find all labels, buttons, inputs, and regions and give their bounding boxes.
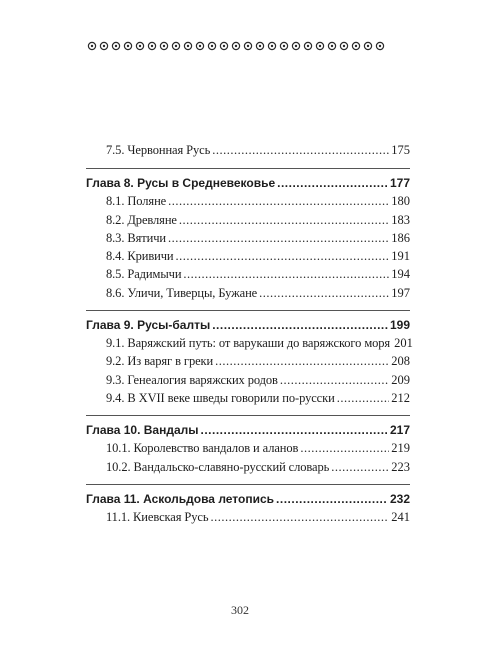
- toc-entry-page: 201: [394, 336, 413, 351]
- toc-entry[interactable]: [86, 229, 410, 247]
- chapter-page: 232: [389, 491, 410, 506]
- dot-leader: [176, 247, 390, 265]
- chapter-page: 177: [389, 176, 410, 191]
- dot-leader: [168, 229, 389, 247]
- toc-entry-page: 180: [391, 194, 410, 209]
- chapter-title: Глава 9. Русы-балты: [86, 318, 211, 333]
- dot-leader: [277, 174, 388, 192]
- toc-entry[interactable]: [86, 371, 410, 389]
- toc-entry-label: 8.2. Древляне: [106, 212, 177, 227]
- toc-entry-page: 183: [391, 212, 410, 227]
- toc-entry-page: 212: [391, 390, 410, 405]
- section-divider: [86, 168, 410, 169]
- toc-entry-label: 8.1. Поляне: [106, 194, 167, 209]
- toc-entry-label: 11.1. Киевская Русь: [106, 509, 209, 524]
- toc-entry-label: 9.2. Из варяг в греки: [106, 354, 214, 369]
- toc-entry-page: 175: [391, 143, 410, 157]
- toc-entry-label: 10.2. Вандальско-славяно-русский словарь: [106, 459, 330, 474]
- dot-leader: [212, 141, 389, 159]
- dot-leader: [168, 192, 389, 210]
- chapter-page: 199: [389, 318, 410, 333]
- toc-entry[interactable]: [86, 458, 410, 476]
- dot-leader: [280, 371, 389, 389]
- toc-entry[interactable]: [86, 439, 410, 457]
- dot-leader: [215, 352, 389, 370]
- toc-entry[interactable]: [86, 352, 410, 370]
- toc-entry[interactable]: [86, 265, 410, 283]
- toc-entry-page: 197: [391, 285, 410, 300]
- toc-entry-page: 208: [391, 354, 410, 369]
- toc-entry[interactable]: [86, 247, 410, 265]
- toc-entry[interactable]: [86, 192, 410, 210]
- dot-leader: [183, 265, 389, 283]
- toc-entry-label: 9.4. В XVII веке шведы говорили по-русски: [106, 390, 335, 405]
- toc-entry-page: 194: [391, 267, 410, 282]
- dot-leader: [337, 389, 390, 407]
- section-divider: [86, 484, 410, 485]
- toc-entry[interactable]: [86, 334, 413, 352]
- toc-entry-page: 191: [391, 249, 410, 264]
- toc-entry-label: 8.6. Уличи, Тиверцы, Бужане: [106, 285, 258, 300]
- dot-leader: [300, 439, 389, 457]
- chapter-heading[interactable]: [86, 490, 410, 508]
- toc-entry[interactable]: [86, 508, 410, 526]
- toc-entry-page: 241: [391, 509, 410, 524]
- chapter-page: 217: [389, 423, 410, 438]
- dot-leader: [331, 458, 389, 476]
- chapter-heading[interactable]: [86, 174, 410, 192]
- toc-entry-page: 219: [391, 441, 410, 456]
- toc-entry-page: 223: [391, 459, 410, 474]
- toc-entry-label: 9.3. Генеалогия варяжских родов: [106, 372, 278, 387]
- toc-entry-label: 8.5. Радимычи: [106, 267, 182, 282]
- dot-leader: [201, 421, 388, 439]
- toc-entry-page: 186: [391, 230, 410, 245]
- toc-entry[interactable]: [86, 211, 410, 229]
- dot-leader: [210, 508, 389, 526]
- toc-entry-label: 8.4. Кривичи: [106, 249, 174, 264]
- dot-leader: [179, 211, 389, 229]
- chapter-title: Глава 8. Русы в Средневековье: [86, 176, 276, 191]
- toc-entry[interactable]: [86, 389, 410, 407]
- section-divider: [86, 310, 410, 311]
- chapter-title: Глава 11. Аскольдова летопись: [86, 491, 275, 506]
- toc-entry-label: 7.5. Червонная Русь: [106, 143, 211, 157]
- toc-entry-page: 209: [391, 372, 410, 387]
- chapter-title: Глава 10. Вандалы: [86, 423, 199, 438]
- toc-entry[interactable]: [86, 141, 410, 159]
- toc-entry-label: 10.1. Королевство вандалов и аланов: [106, 441, 299, 456]
- page-number: 302: [231, 603, 249, 617]
- chapter-heading[interactable]: [86, 316, 410, 334]
- toc-entry[interactable]: [86, 284, 410, 302]
- toc-entry-label: 9.1. Варяжский путь: от варукаши до варяжского моря: [106, 336, 391, 351]
- table-of-contents: [86, 141, 413, 526]
- toc-entry-label: 8.3. Вятичи: [106, 230, 166, 245]
- decorative-border-ornament: [86, 39, 394, 51]
- dot-leader: [212, 316, 388, 334]
- chapter-heading[interactable]: [86, 421, 410, 439]
- dot-leader: [276, 490, 388, 508]
- dot-leader: [259, 284, 389, 302]
- section-divider: [86, 415, 410, 416]
